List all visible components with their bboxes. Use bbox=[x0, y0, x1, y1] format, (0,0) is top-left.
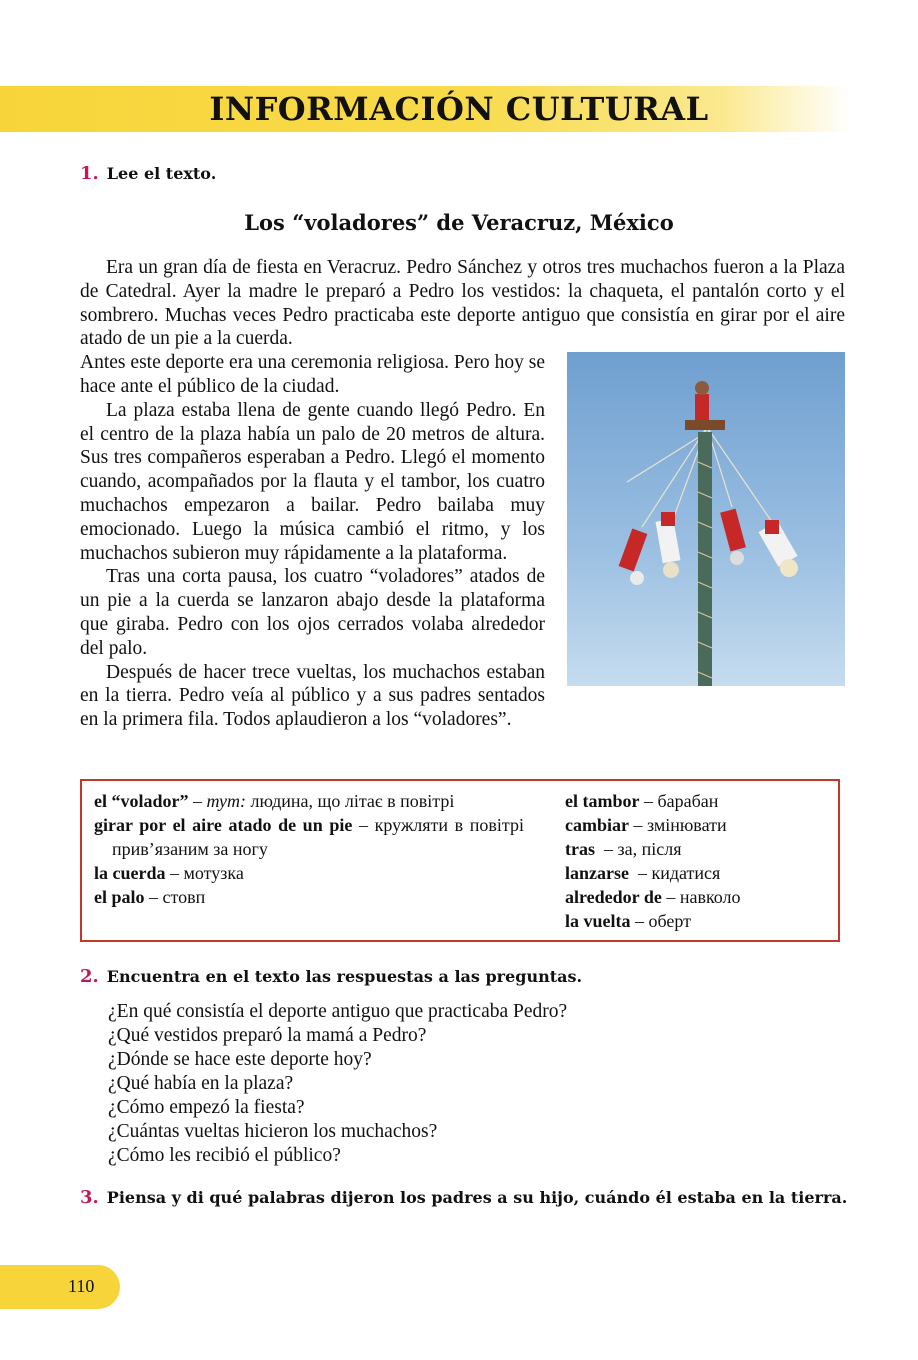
vocabulary-column-left bbox=[94, 789, 524, 909]
question-item: ¿Qué vestidos preparó la mamá a Pedro? bbox=[108, 1025, 427, 1046]
vocab-word: lanzarse bbox=[565, 863, 629, 883]
vocab-word: tras bbox=[565, 839, 595, 859]
vocab-entry bbox=[565, 813, 835, 837]
vocab-entry bbox=[565, 861, 835, 885]
story-paragraph: La plaza estaba llena de gente cuando llegó Pedro. En el centro de la plaza había un palo de 20 metros de altura. Sus tres compañeros esperaban a Pedro. Llegó el momento cuando, acompañados por la flauta y el tambor, los cuatro muchachos empezaron a bailar. Pedro bailaba muy emocionado. Luego la música cambió el ritmo, y los muchachos subieron muy rápidamente a la plataforma. bbox=[80, 399, 545, 564]
vocab-note: тут: bbox=[206, 791, 247, 811]
question-item: ¿Cómo empezó la fiesta? bbox=[108, 1097, 305, 1118]
vocab-separator: – bbox=[661, 887, 680, 907]
task-number: 2. bbox=[80, 966, 99, 987]
vocabulary-column-right bbox=[565, 789, 835, 933]
vocab-translation: за, після bbox=[617, 839, 682, 859]
section-title: INFORMACIÓN CULTURAL bbox=[209, 90, 709, 128]
vocab-translation: змінювати bbox=[646, 815, 727, 835]
vocab-separator: – bbox=[165, 863, 184, 883]
story-paragraph: Era un gran día de fiesta en Veracruz. Pedro Sánchez y otros tres muchachos fueron a la Plaza de Catedral. Ayer la madre le preparó a Pedro los vestidos: la chaqueta, el pantalón corto y el sombrero. Muchas veces Pedro practicaba este deporte antiguo que consistía en girar por el aire atado de un pie a la cuerda. bbox=[80, 257, 845, 350]
vocab-separator: – bbox=[595, 839, 618, 859]
vocab-entry bbox=[94, 861, 524, 885]
vocab-separator: – bbox=[188, 791, 207, 811]
vocab-entry bbox=[565, 837, 835, 861]
story-text bbox=[80, 256, 845, 732]
task-instruction: Lee el texto. bbox=[106, 164, 217, 183]
question-item: ¿Dónde se hace este deporte hoy? bbox=[108, 1049, 372, 1070]
vocab-entry bbox=[94, 885, 524, 909]
vocab-word: alrededor de bbox=[565, 887, 662, 907]
vocab-translation: оберт bbox=[648, 911, 692, 931]
task-number: 1. bbox=[80, 163, 99, 184]
vocab-translation: барабан bbox=[657, 791, 719, 811]
vocab-word: el “volador” bbox=[94, 791, 189, 811]
question-item: ¿En qué consistía el deporte antiguo que practicaba Pedro? bbox=[108, 1001, 568, 1022]
question-list bbox=[108, 1000, 808, 1168]
vocabulary-box bbox=[80, 779, 840, 942]
question-item: ¿Cuántas vueltas hicieron los muchachos? bbox=[108, 1121, 438, 1142]
vocab-word: cambiar bbox=[565, 815, 629, 835]
task-2 bbox=[80, 966, 850, 988]
vocab-translation: кружляти в повітрі прив’язаним за ногу bbox=[112, 815, 525, 859]
task-1 bbox=[80, 163, 850, 185]
vocab-separator: – bbox=[144, 887, 163, 907]
vocab-entry bbox=[565, 909, 835, 933]
vocab-translation: стовп bbox=[162, 887, 206, 907]
vocab-translation: людина, що літає в повітрі bbox=[246, 791, 455, 811]
vocab-entry bbox=[94, 789, 524, 813]
vocab-translation: кидатися bbox=[651, 863, 721, 883]
vocab-word: la cuerda bbox=[94, 863, 166, 883]
vocab-entry bbox=[94, 813, 524, 861]
vocab-entry bbox=[565, 885, 835, 909]
vocab-separator: – bbox=[630, 911, 649, 931]
question-item: ¿Cómo les recibió el público? bbox=[108, 1145, 341, 1166]
task-instruction: Piensa y di qué palabras dijeron los padres a su hijo, cuándo él estaba en la tierra. bbox=[106, 1188, 848, 1207]
vocab-word: girar por el aire atado de un pie bbox=[94, 815, 353, 835]
page-number-tab bbox=[0, 1265, 120, 1309]
voladores-photo bbox=[567, 352, 845, 686]
story-paragraph: Tras una corta pausa, los cuatro “voladores” atados de un pie a la cuerda se lanzaron abajo desde la plataforma que giraba. Pedro con los ojos cerrados volaba alrededor del palo. bbox=[80, 566, 545, 659]
story-title: Los “voladores” de Veracruz, México bbox=[244, 210, 674, 235]
task-instruction: Encuentra en el texto las respuestas a las preguntas. bbox=[106, 967, 583, 986]
story-paragraph: Después de hacer trece vueltas, los muchachos estaban en la tierra. Pedro veía al público y a sus padres sentados en la primera fila. Todos aplaudieron a los “voladores”. bbox=[80, 661, 545, 731]
page-number: 110 bbox=[68, 1276, 95, 1296]
vocab-separator: – bbox=[639, 791, 658, 811]
vocab-entry bbox=[565, 789, 835, 813]
question-item: ¿Qué había en la plaza? bbox=[108, 1073, 294, 1094]
vocab-translation: мотузка bbox=[183, 863, 244, 883]
vocab-separator: – bbox=[352, 815, 375, 835]
task-number: 3. bbox=[80, 1187, 99, 1208]
vocab-separator: – bbox=[628, 815, 647, 835]
vocab-word: el tambor bbox=[565, 791, 640, 811]
vocab-translation: навколо bbox=[679, 887, 741, 907]
task-3 bbox=[80, 1187, 878, 1209]
story-paragraph: Antes este deporte era una ceremonia religiosa. Pero hoy se hace ante el público de la ciudad. bbox=[80, 352, 545, 397]
vocab-separator: – bbox=[628, 863, 652, 883]
vocab-word: el palo bbox=[94, 887, 145, 907]
vocab-word: la vuelta bbox=[565, 911, 631, 931]
